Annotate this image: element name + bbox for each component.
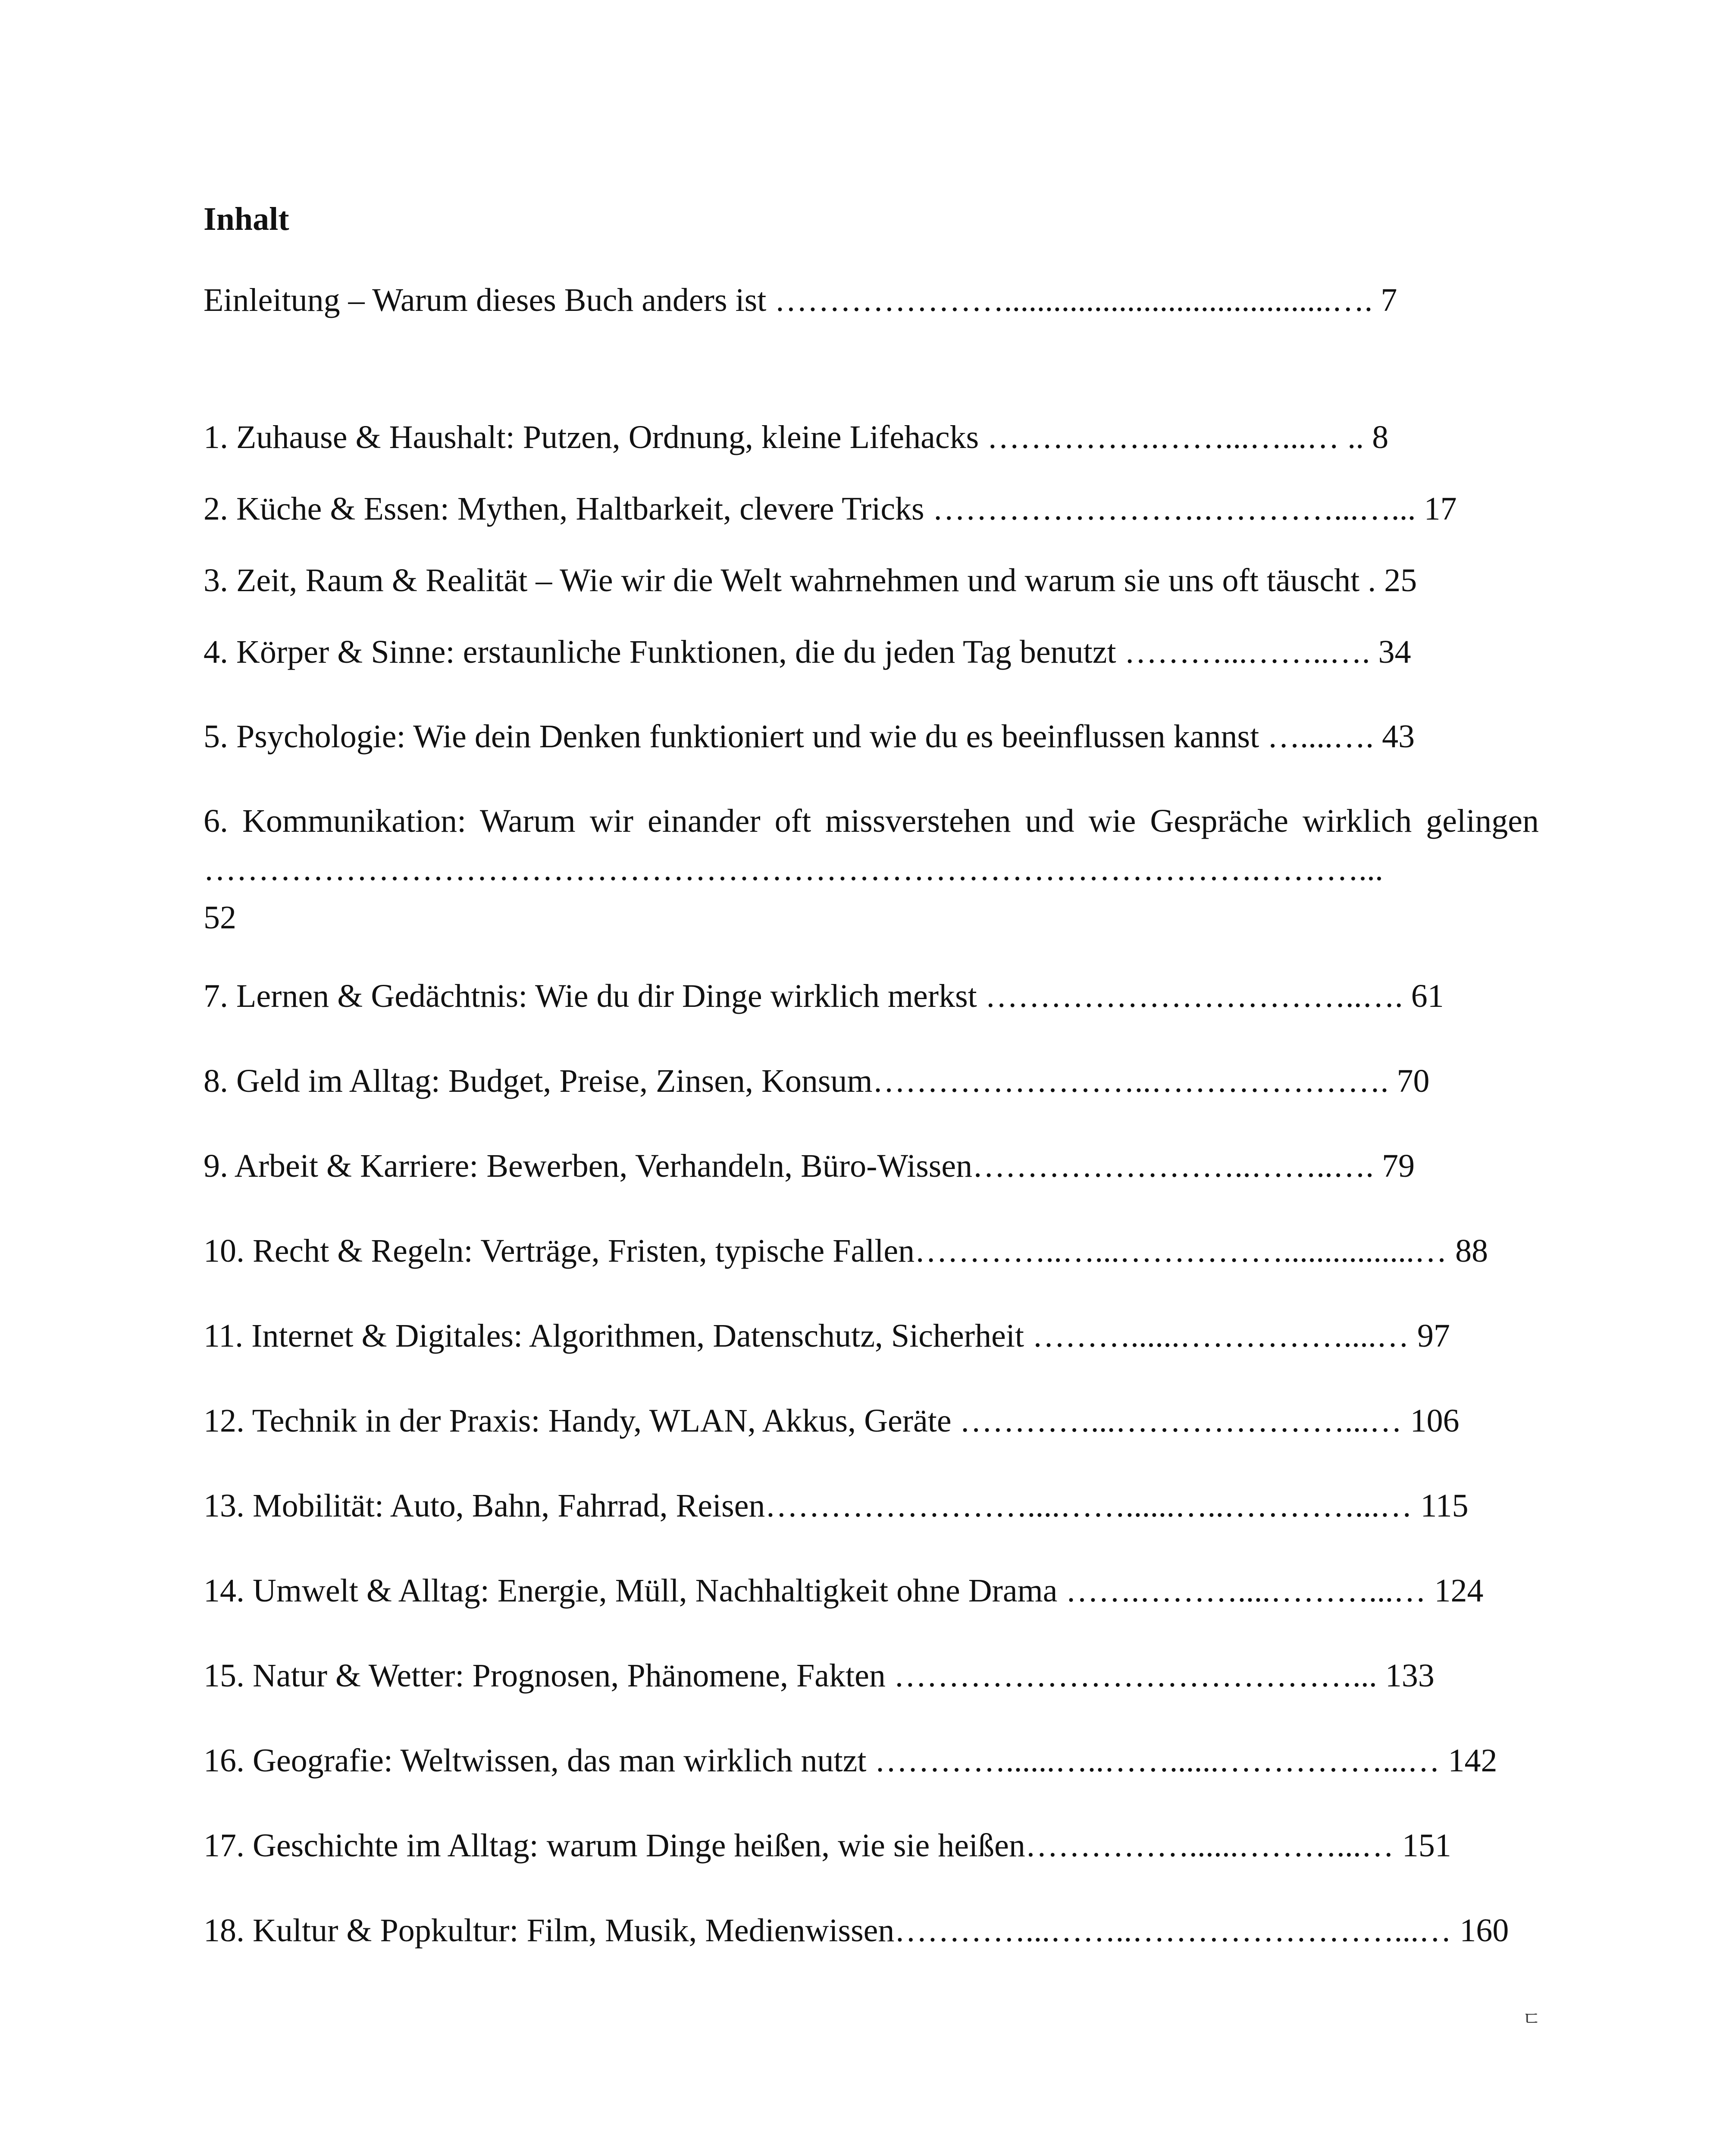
- toc-entry-5: 5. Psychologie: Wie dein Denken funktioniert und wie du es beeinflussen kannst …....…. 43: [204, 718, 1415, 755]
- toc-heading: Inhalt: [204, 201, 289, 237]
- toc-entry-18: 18. Kultur & Popkultur: Film, Musik, Medienwissen…………...……..……………………...… 160: [204, 1912, 1509, 1949]
- toc-entry-17: 17. Geschichte im Alltag: warum Dinge heißen, wie sie heißen……………......………...… 151: [204, 1827, 1451, 1864]
- toc-entry-11: 11. Internet & Digitales: Algorithmen, Datenschutz, Sicherheit ………......……………....… 97: [204, 1318, 1450, 1354]
- toc-entry-14: 14. Umwelt & Alltag: Energie, Müll, Nachhaltigkeit ohne Drama …….………....………...… 124: [204, 1573, 1484, 1609]
- toc-entry-6: [204, 797, 1539, 942]
- toc-entry-2: 2. Küche & Essen: Mythen, Haltbarkeit, clevere Tricks …………………….…………...…... 17: [204, 491, 1457, 527]
- toc-entry-1: 1. Zuhause & Haushalt: Putzen, Ordnung, kleine Lifehacks …………….……...…...… .. 8: [204, 419, 1389, 455]
- toc-entry-introduction: Einleitung – Warum dieses Buch anders ist …………………........................................…. 7: [204, 282, 1397, 318]
- toc-entry-9: 9. Arbeit & Karriere: Bewerben, Verhandeln, Büro-Wissen……………………..……..…. 79: [204, 1148, 1415, 1184]
- toc-entry-6-page: 52: [204, 899, 236, 936]
- toc-entry-7: 7. Lernen & Gedächtnis: Wie du dir Dinge wirklich merkst ……………………………..…. 61: [204, 978, 1444, 1014]
- toc-entry-15: 15. Natur & Wetter: Prognosen, Phänomene, Fakten ……………………………………... 133: [204, 1658, 1434, 1694]
- toc-entry-3: 3. Zeit, Raum & Realität – Wie wir die Welt wahrnehmen und warum sie uns oft täuscht . 25: [204, 562, 1417, 599]
- toc-entry-10: 10. Recht & Regeln: Verträge, Fristen, typische Fallen…………..…...……………................… 88: [204, 1233, 1488, 1269]
- page-number-mark: ㄷ: [1522, 2008, 1541, 2030]
- toc-entry-6-text: 6. Kommunikation: Warum wir einander oft missverstehen und wie Gespräche wirklich gelingen …………………………………………………………………………………….………...: [204, 803, 1539, 887]
- toc-entry-13: 13. Mobilität: Auto, Bahn, Fahrrad, Reisen……………………....……......…..…………...… 115: [204, 1488, 1469, 1524]
- toc-entry-8: 8. Geld im Alltag: Budget, Preise, Zinsen, Konsum……………………..…………………. 70: [204, 1063, 1430, 1099]
- toc-entry-4: 4. Körper & Sinne: erstaunliche Funktionen, die du jeden Tag benutzt ………...……..…. 34: [204, 634, 1411, 670]
- toc-entry-16: 16. Geografie: Weltwissen, das man wirklich nutzt …………......…..……......……………...… 142: [204, 1742, 1497, 1779]
- toc-entry-12: 12. Technik in der Praxis: Handy, WLAN, Akkus, Geräte …………...…………………...… 106: [204, 1403, 1460, 1439]
